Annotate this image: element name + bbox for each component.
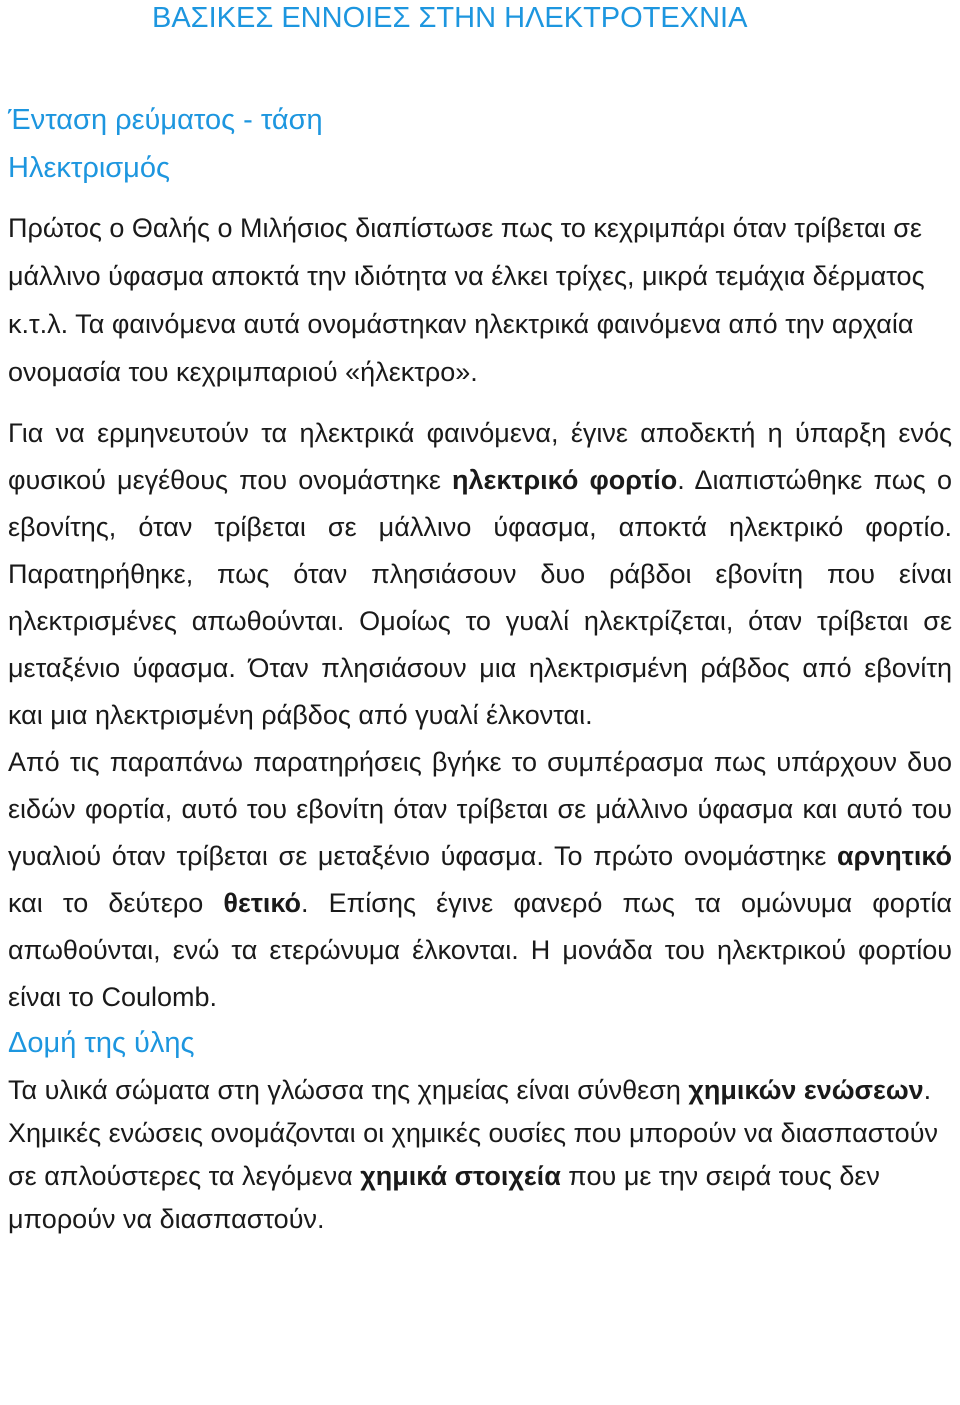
term-positive: θετικό bbox=[223, 888, 302, 918]
paragraph-charge-types bbox=[8, 739, 952, 1021]
paragraph-electric-charge-text-1: Για να ερμηνευτούν τα ηλεκτρικά φαινόμενα, έγινε αποδεκτή η ύπαρξη ενός φυσικού μεγέθους που ονομάστηκε bbox=[8, 418, 952, 495]
term-chemical-compounds: χημικών ενώσεων bbox=[688, 1075, 924, 1105]
paragraph-charge-types-text-3: . Επίσης έγινε φανερό πως τα ομώνυμα φορτία απωθούνται, ενώ τα ετερώνυμα έλκονται. Η μονάδα του ηλεκτρικού φορτίου είναι το Coulomb. bbox=[8, 888, 953, 1012]
term-electric-charge: ηλεκτρικό φορτίο bbox=[452, 465, 678, 495]
paragraph-charge-types-text-2: και το δεύτερο bbox=[8, 888, 224, 918]
paragraph-charge-types-text-1: Από τις παραπάνω παρατηρήσεις βγήκε το συμπέρασμα πως υπάρχουν δυο ειδών φορτία, αυτό του εβονίτη όταν τρίβεται σε μάλλινο ύφασμα και αυτό του γυαλιού όταν τρίβεται σε μεταξένιο ύφασμα. Το πρώτο ονομάστηκε bbox=[8, 747, 952, 871]
term-chemical-elements: χημικά στοιχεία bbox=[360, 1161, 561, 1191]
paragraph-compounds-text-2: που με την σειρά τους δεν μπορούν να διασπαστούν. bbox=[8, 1161, 880, 1234]
term-negative: αρνητικό bbox=[836, 841, 952, 871]
paragraph-materials-text-1: Τα υλικά σώματα στη γλώσσα της χημείας είναι σύνθεση bbox=[8, 1075, 689, 1105]
document-title: ΒΑΣΙΚΕΣ ΕΝΝΟΙΕΣ ΣΤΗΝ ΗΛΕΚΤΡΟΤΕΧΝΙΑ bbox=[152, 2, 748, 34]
heading-current-voltage: Ένταση ρεύματος - τάση bbox=[8, 104, 323, 136]
paragraph-thales: Πρώτος ο Θαλής ο Μιλήσιος διαπίστωσε πως το κεχριμπάρι όταν τρίβεται σε μάλλινο ύφασμα αποκτά την ιδιότητα να έλκει τρίχες, μικρά τεμάχια δέρματος κ.τ.λ. Τα φαινόμενα αυτά ονομάστηκαν ηλεκτρικά φαινόμενα από την αρχαία ονομασία του κεχριμπαριού «ήλεκτρο». bbox=[8, 213, 925, 387]
paragraph-electric-charge-text-2: . Διαπιστώθηκε πως ο εβονίτης, όταν τρίβεται σε μάλλινο ύφασμα, αποκτά ηλεκτρικό φορτίο. Παρατηρήθηκε, πως όταν πλησιάσουν δυο ράβδοι εβονίτη που είναι ηλεκτρισμένες απωθούνται. Ομοίως το γυαλί ηλεκτρίζεται, όταν τρίβεται σε μεταξένιο ύφασμα. Όταν πλησιάσουν μια ηλεκτρισμένη ράβδος από εβονίτη και μια ηλεκτρισμένη ράβδος από γυαλί έλκονται. bbox=[8, 465, 952, 730]
paragraph-compounds-text-1: Χημικές ενώσεις ονομάζονται οι χημικές ουσίες που μπορούν να διασπαστούν σε απλούστερες τα λεγόμενα bbox=[8, 1118, 938, 1191]
heading-matter-structure: Δομή της ύλης bbox=[8, 1027, 195, 1059]
paragraph-compounds bbox=[8, 1112, 952, 1241]
paragraph-materials-text-2: . bbox=[923, 1075, 932, 1105]
heading-electricity: Ηλεκτρισμός bbox=[8, 152, 170, 184]
paragraph-electric-charge bbox=[8, 410, 952, 739]
paragraph-materials bbox=[8, 1069, 952, 1112]
